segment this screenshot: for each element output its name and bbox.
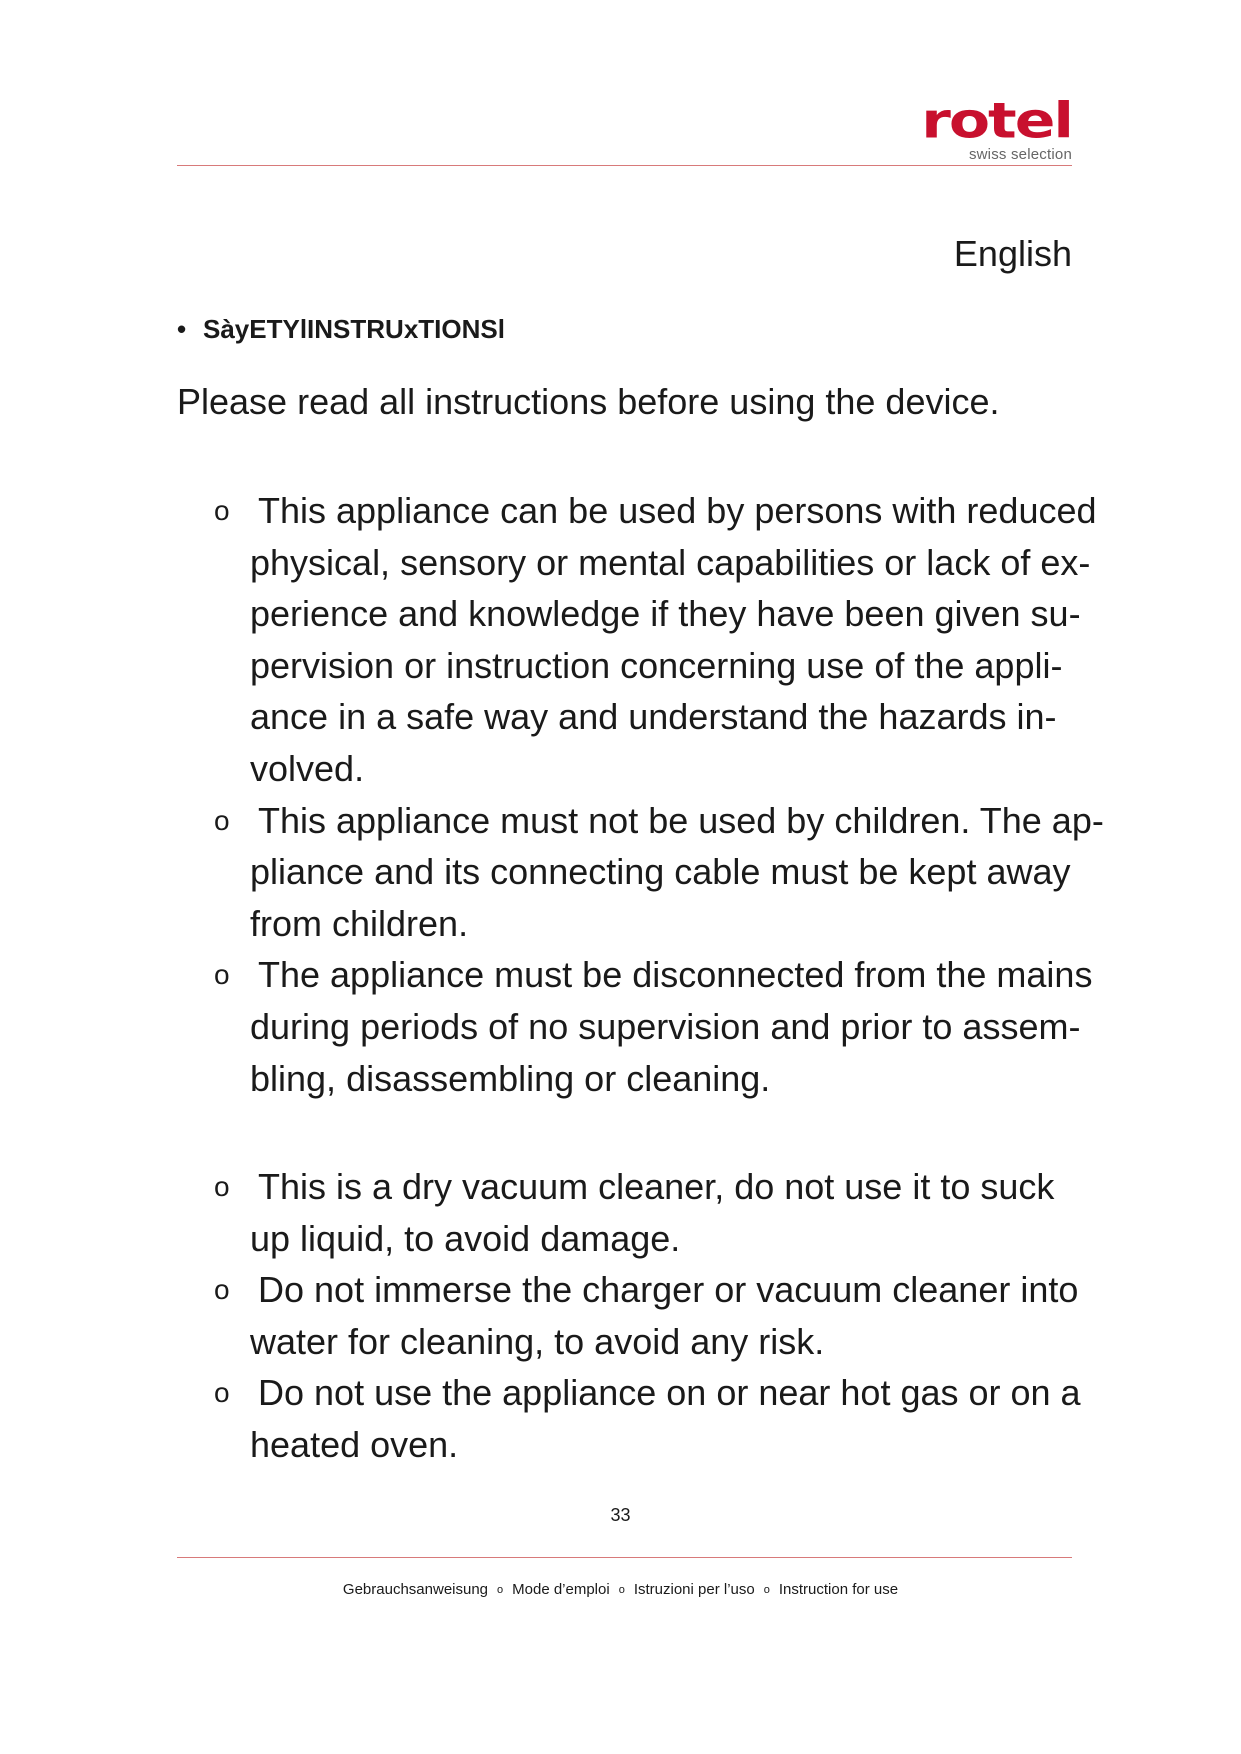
section-heading-text: SàyETYlINSTRUxTIONSl xyxy=(203,314,505,344)
circle-bullet-icon: o xyxy=(214,804,230,836)
language-label: English xyxy=(953,233,1072,274)
instruction-line: heated oven. xyxy=(250,1423,459,1465)
instruction-line: physical, sensory or mental capabilities or lack of ex- xyxy=(250,541,1091,583)
instruction-line: volved. xyxy=(250,747,365,789)
logo-tagline: swiss selection xyxy=(968,146,1072,163)
circle-bullet-icon: o xyxy=(214,1274,230,1306)
page-number: 33 xyxy=(610,1505,631,1525)
instruction-item xyxy=(214,795,1114,950)
footer-language-item: Gebrauchsanweisung xyxy=(342,1581,489,1598)
footer-language-list xyxy=(0,1580,1241,1600)
footer-language-item: Istruzioni per l’uso xyxy=(633,1581,755,1598)
instruction-item xyxy=(214,485,1114,795)
circle-bullet-icon: o xyxy=(214,1171,230,1202)
instruction-item xyxy=(214,1161,1114,1264)
separator-circle-icon: o xyxy=(497,1584,504,1596)
logo-wordmark: rotel xyxy=(921,92,1072,151)
instruction-list-2 xyxy=(214,1161,1114,1471)
instruction-line: This appliance can be used by persons with reduced xyxy=(258,490,1097,531)
instruction-line: up liquid, to avoid damage. xyxy=(250,1217,681,1259)
footer-divider xyxy=(177,1557,1072,1558)
circle-bullet-icon: o xyxy=(214,495,230,526)
instruction-line: perience and knowledge if they have been given su- xyxy=(250,593,1081,635)
instruction-line: water for cleaning, to avoid any risk. xyxy=(250,1320,825,1362)
circle-bullet-icon: o xyxy=(214,959,230,991)
instruction-item xyxy=(214,949,1114,1104)
instruction-line: The appliance must be disconnected from the mains xyxy=(258,954,1093,996)
intro-text: Please read all instructions before using the device. xyxy=(177,381,1000,422)
instruction-line: bling, disassembling or cleaning. xyxy=(250,1057,771,1099)
instruction-line: ance in a safe way and understand the hazards in- xyxy=(250,696,1057,738)
instruction-item xyxy=(214,1367,1114,1470)
header-divider xyxy=(177,165,1072,166)
bullet-icon: • xyxy=(177,314,187,344)
footer-language-item: Mode d’emploi xyxy=(512,1581,610,1598)
instruction-line: This appliance must not be used by children. The ap- xyxy=(258,799,1104,841)
instruction-line: Do not use the appliance on or near hot gas or on a xyxy=(258,1372,1081,1414)
separator-circle-icon: o xyxy=(763,1584,770,1596)
instruction-line: from children. xyxy=(250,902,469,944)
section-heading xyxy=(177,312,505,346)
footer-language-item: Instruction for use xyxy=(778,1581,899,1598)
circle-bullet-icon: o xyxy=(214,1377,230,1409)
instruction-line: Do not immerse the charger or vacuum cleaner into xyxy=(258,1269,1079,1311)
instruction-list-1 xyxy=(214,485,1114,1104)
instruction-line: pliance and its connecting cable must be kept away xyxy=(250,851,1071,893)
instruction-line: during periods of no supervision and prior to assem- xyxy=(250,1005,1081,1047)
instruction-item xyxy=(214,1264,1114,1367)
instruction-line: This is a dry vacuum cleaner, do not use it to suck xyxy=(258,1166,1055,1207)
instruction-line: pervision or instruction concerning use of the appli- xyxy=(250,644,1063,686)
brand-logo xyxy=(892,92,1072,163)
separator-circle-icon: o xyxy=(618,1584,625,1596)
